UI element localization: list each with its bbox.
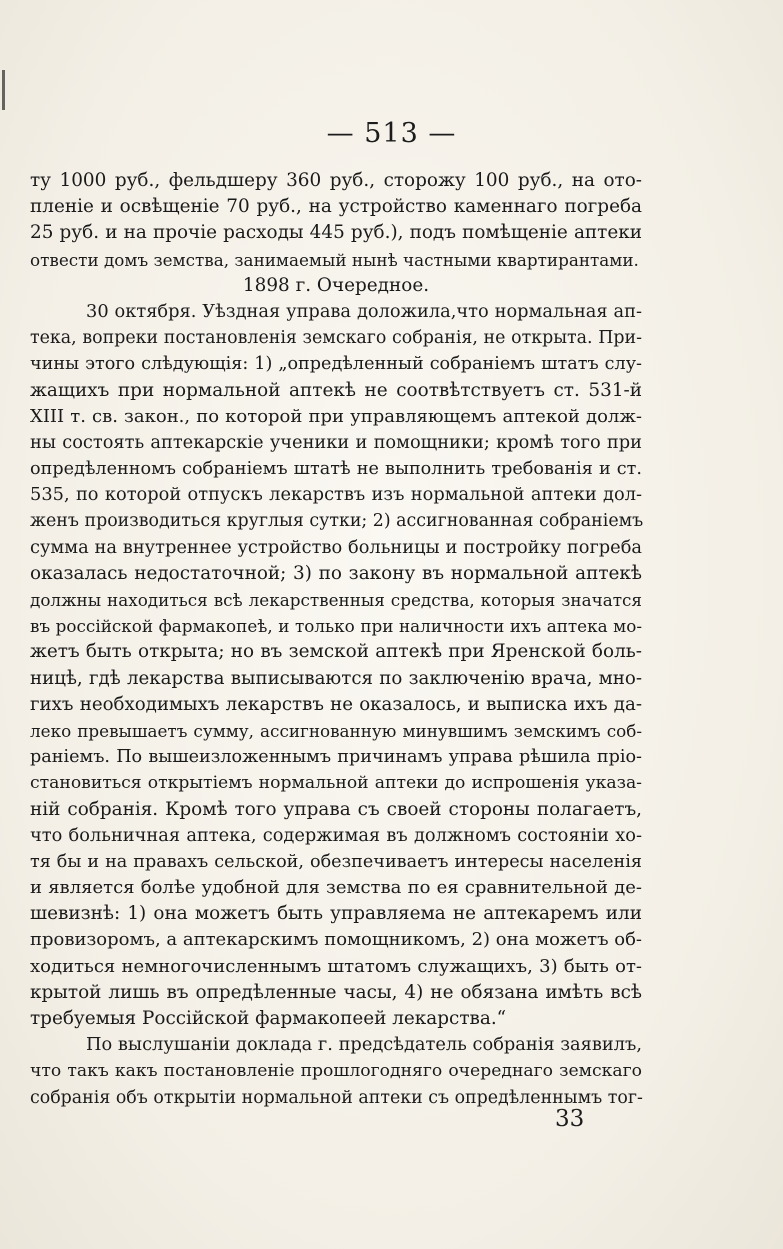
text-line: 30 октября. Уѣздная управа доложила,что нормальная ап-	[86, 300, 642, 322]
text-line: и является болѣе удобной для земства по ея сравнительной де-	[30, 877, 642, 899]
text-line: ходиться немногочисленнымъ штатомъ служащихъ, 3) быть от-	[30, 955, 642, 977]
text-line: оказалась недостаточной; 3) по закону въ нормальной аптекѣ	[30, 562, 642, 584]
text-line: раніемъ. По вышеизложеннымъ причинамъ управа рѣшила пріо-	[30, 747, 642, 768]
text-line: опредѣленномъ собраніемъ штатѣ не выполнить требованія и ст.	[30, 459, 642, 480]
text-line: 535, по которой отпускъ лекарствъ изъ нормальной аптеки дол-	[30, 484, 642, 506]
page-number: — 513 —	[326, 118, 457, 149]
text-line: ницѣ, гдѣ лекарства выписываются по заключенію врача, мно-	[30, 667, 642, 689]
text-line: сумма на внутреннее устройство больницы и постройку погреба	[30, 536, 642, 558]
text-line: собранія объ открытіи нормальной аптеки съ опредѣленнымъ тог-	[30, 1087, 643, 1108]
text-line: пленіе и освѣщеніе 70 руб., на устройство каменнаго погреба	[30, 196, 642, 218]
text-line: 25 руб. и на прочіе расходы 445 руб.), подъ помѣщеніе аптеки	[30, 222, 642, 244]
text-line: ній собранія. Кромѣ того управа съ своей стороны полагаетъ,	[30, 798, 642, 820]
text-line: что больничная аптека, содержимая въ должномъ состояніи хо-	[30, 824, 642, 846]
text-line: чины этого слѣдующія: 1) „опредѣленный собраніемъ штатъ слу-	[30, 354, 642, 375]
text-line: отвести домъ земства, занимаемый нынѣ частными квартирантами.	[30, 249, 639, 270]
scan-edge-mark	[2, 70, 5, 110]
text-line: должны находиться всѣ лекарственныя средства, которыя значатся	[30, 590, 642, 610]
text-line: шевизнѣ: 1) она можетъ быть управляема не аптекаремъ или	[30, 903, 642, 925]
section-heading: 1898 г. Очередное.	[242, 274, 430, 296]
text-line: требуемыя Россійской фармакопеей лекарства.“	[30, 1008, 507, 1029]
text-line: тя бы и на правахъ сельской, обезпечиваетъ интересы населенія	[30, 851, 642, 872]
text-line: леко превышаетъ сумму, ассигнованную минувшимъ земскимъ соб-	[30, 720, 642, 741]
text-line: По выслушаніи доклада г. предсѣдатель собранія заявилъ,	[86, 1034, 642, 1056]
text-line: ту 1000 руб., фельдшеру 360 руб., сторожу 100 руб., на ото-	[30, 170, 642, 191]
text-line: XIII т. св. закон., по которой при управляющемъ аптекой долж-	[30, 405, 642, 427]
text-line: женъ производиться круглыя сутки; 2) ассигнованная собраніемъ	[30, 511, 644, 532]
text-line: жащихъ при нормальной аптекѣ не соотвѣтствуетъ ст. 531-й	[30, 379, 642, 401]
text-line: жетъ быть открыта; но въ земской аптекѣ при Яренской боль-	[30, 641, 642, 663]
text-line: крытой лишь въ опредѣленные часы, 4) не обязана имѣть всѣ	[30, 981, 642, 1003]
text-line: въ россійской фармакопеѣ, и только при наличности ихъ аптека мо-	[30, 616, 642, 637]
text-line: провизоромъ, а аптекарскимъ помощникомъ, 2) она можетъ об-	[30, 929, 642, 951]
text-line: становиться открытіемъ нормальной аптеки до испрошенія указа-	[30, 773, 642, 794]
text-line: ны состоять аптекарскіе ученики и помощники; кромѣ того при	[30, 431, 642, 453]
printer-signature-mark: 33	[555, 1106, 585, 1132]
text-line: гихъ необходимыхъ лекарствъ не оказалось, и выписка ихъ да-	[30, 693, 642, 715]
text-line: что такъ какъ постановленіе прошлогодняго очереднаго земскаго	[30, 1061, 642, 1082]
body-text	[30, 168, 642, 1111]
text-line: тека, вопреки постановленія земскаго собранія, не открыта. При-	[30, 328, 642, 349]
